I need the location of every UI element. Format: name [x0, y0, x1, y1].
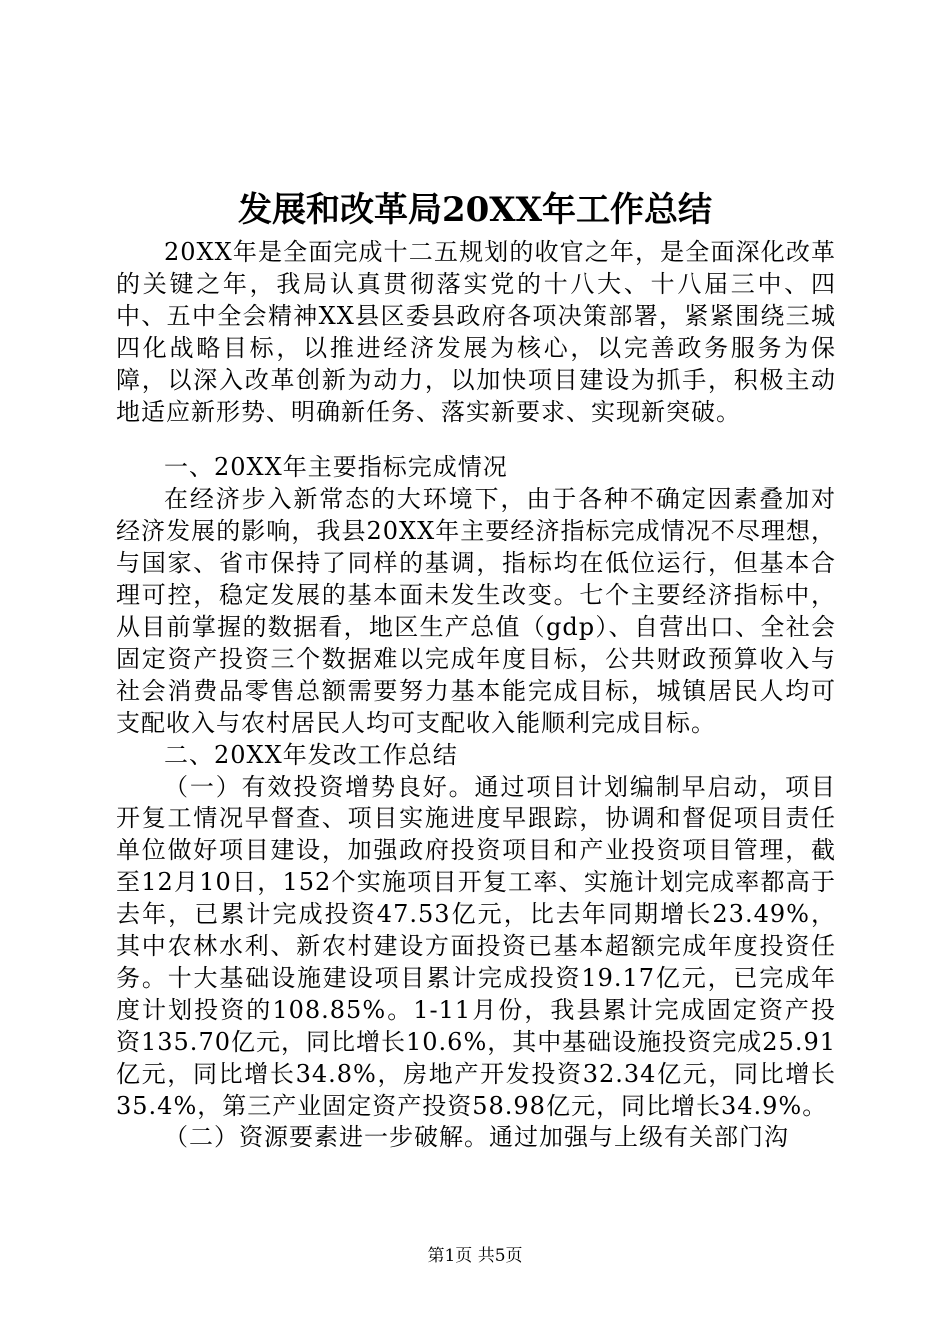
section-1-paragraph: 在经济步入新常态的大环境下，由于各种不确定因素叠加对经济发展的影响，我县20XX年主要经济指标完成情况不尽理想，与国家、省市保持了同样的基调，指标均在低位运行，但基本合理可控，稳定发展的基本面未发生改变。七个主要经济指标中，从目前掌握的数据看，地区生产总值（gdp）、自营出口、全社会固定资产投资三个数据难以完成年度目标，公共财政预算收入与社会消费品零售总额需要努力基本能完成目标，城镇居民人均可支配收入与农村居民人均可支配收入能顺利完成目标。	[116, 485, 836, 737]
section-heading-2: 二、20XX年发改工作总结	[164, 740, 458, 769]
section-heading-1: 一、20XX年主要指标完成情况	[164, 453, 508, 482]
intro-paragraph: 20XX年是全面完成十二五规划的收官之年，是全面深化改革的关键之年，我局认真贯彻落实党的十八大、十八届三中、四中、五中全会精神XX县区委县政府各项决策部署，紧紧围绕三城四化战略目标，以推进经济发展为核心，以完善政务服务为保障，以深入改革创新为动力，以加快项目建设为抓手，积极主动地适应新形势、明确新任务、落实新要求、实现新突破。	[116, 238, 836, 426]
document-title: 发展和改革局20XX年工作总结	[237, 190, 713, 230]
page-footer: 第1页 共5页	[427, 1246, 523, 1266]
paragraph-gap	[116, 428, 836, 452]
section-2-item-1-paragraph: （一）有效投资增势良好。通过项目计划编制早启动，项目开复工情况早督查、项目实施进度早跟踪，协调和督促项目责任单位做好项目建设，加强政府投资项目和产业投资项目管理，截至12月10日，152个实施项目开复工率、实施计划完成率都高于去年，已累计完成投资47.53亿元，比去年同期增长23.49%，其中农林水利、新农村建设方面投资已基本超额完成年度投资任务。十大基础设施建设项目累计完成投资19.17亿元，已完成年度计划投资的108.85%。1-11月份，我县累计完成固定资产投资135.70亿元，同比增长10.6%，其中基础设施投资完成25.91亿元，同比增长34.8%，房地产开发投资32.34亿元，同比增长35.4%，第三产业固定资产投资58.98亿元，同比增长34.9%。	[116, 772, 836, 1120]
section-2-item-2-paragraph: （二）资源要素进一步破解。通过加强与上级有关部门沟	[164, 1123, 789, 1152]
document-body	[116, 237, 836, 1154]
